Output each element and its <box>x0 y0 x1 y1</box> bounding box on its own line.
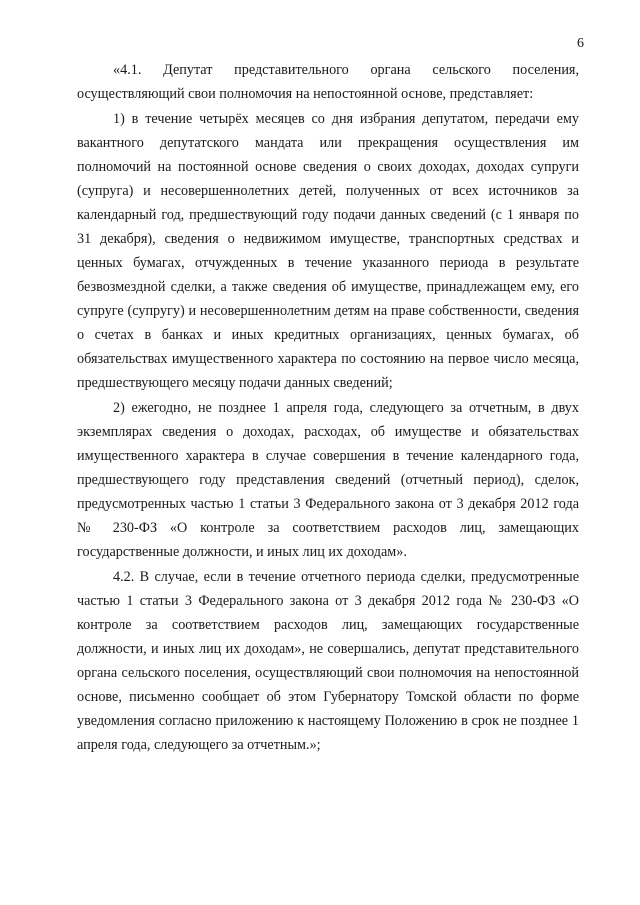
paragraph-4-2 <box>77 565 579 757</box>
paragraph-4-2-text: 4.2. В случае, если в течение отчетного периода сделки, предусмотренные частью 1 статьи 3 Федерального закона от 3 декабря 2012 года № 230-ФЗ «О контроле за соответствием расходов лиц, замещающих государственные должности, и иных лиц их доходам», не совершались, депутат представительного органа сельского поселения, осуществляющий свои полномочия на непостоянной основе, письменно сообщает об этом Губернатору Томской области по форме уведомления согласно приложению к настоящему Положению в срок не позднее 1 апреля года, следующего за отчетным.»; <box>77 569 579 753</box>
paragraph-4-1 <box>77 58 579 106</box>
document-body <box>77 58 579 757</box>
paragraph-item-1 <box>77 107 579 395</box>
paragraph-item-2-text: 2) ежегодно, не позднее 1 апреля года, следующего за отчетным, в двух экземплярах сведения о доходах, расходах, об имуществе и обязательствах имущественного характера в случае совершения в течение календарного года, предшествующего году представления сведений (отчетный период), сделок, предусмотренных частью 1 статьи 3 Федерального закона от 3 декабря 2012 года № 230-ФЗ «О контроле за соответствием расходов лиц, замещающих государственные должности, и иных лиц их доходам». <box>77 400 579 560</box>
paragraph-item-2 <box>77 396 579 564</box>
paragraph-item-1-text: 1) в течение четырёх месяцев со дня избрания депутатом, передачи ему вакантного депутатского мандата или прекращения осуществления им полномочий на постоянной основе сведения о своих доходах, доходах супруги (супруга) и несовершеннолетних детей, полученных от всех источников за календарный год, предшествующий году подачи данных сведений (с 1 января по 31 декабря), сведения о недвижимом имуществе, транспортных средствах и ценных бумагах, отчужденных в течение указанного периода в результате безвозмездной сделки, а также сведения об имуществе, принадлежащем ему, его супруге (супругу) и несовершеннолетним детям на праве собственности, сведения о счетах в банках и иных кредитных организациях, ценных бумагах, об обязательствах имущественного характера по состоянию на первое число месяца, предшествующего месяцу подачи данных сведений; <box>77 111 579 391</box>
paragraph-4-1-text: «4.1. Депутат представительного органа сельского поселения, осуществляющий свои полномочия на непостоянной основе, представляет: <box>77 62 579 102</box>
page-number: 6 <box>577 36 584 51</box>
